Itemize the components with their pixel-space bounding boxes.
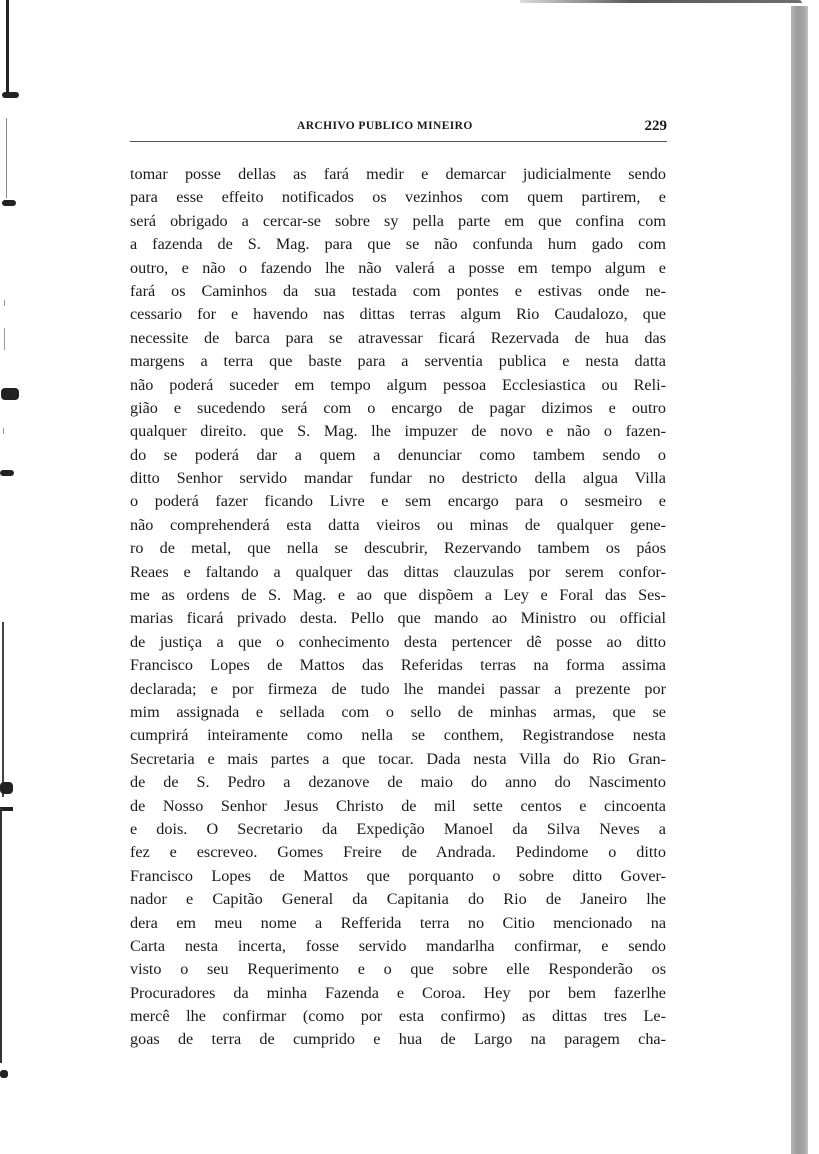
text-line: será obrigado a cercar-se sobre sy pella parte em que confina com (130, 211, 666, 230)
text-line: Reaes e faltando a qualquer das dittas clauzulas por serem confor- (130, 562, 666, 581)
text-line: visto o seu Requerimento e o que sobre elle Responderão os (130, 960, 666, 979)
text-line: Procuradores da minha Fazenda e Coroa. Hey por bem fazerlhe (130, 983, 666, 1002)
header-rule (130, 141, 667, 142)
body-text (130, 163, 666, 1052)
binding-mark (1, 388, 19, 400)
text-line: me as ordens de S. Mag. e ao que dispõem a Ley e Foral das Ses- (130, 586, 666, 605)
text-line: de justiça a que o conhecimento desta pertencer dê posse ao ditto (130, 632, 666, 651)
text-line: cessario for e havendo nas dittas terras algum Rio Caudalozo, que (130, 305, 666, 324)
text-line: mim assignada e sellada com o sello de minhas armas, que se (130, 702, 666, 721)
binding-mark (2, 92, 19, 98)
text-line: ro de metal, que nella se descubrir, Rezervando tambem os páos (130, 539, 666, 558)
text-line: margens a terra que baste para a serventia publica e nesta datta (130, 352, 666, 371)
text-line: de Nosso Senhor Jesus Christo de mil sette centos e cincoenta (130, 796, 666, 815)
text-line: para esse effeito notificados os vezinhos com quem partirem, e (130, 188, 666, 207)
text-line: Francisco Lopes de Mattos das Referidas terras na forma assima (130, 656, 666, 675)
text-line: goas de terra de cumprido e hua de Largo na paragem cha- (130, 1030, 666, 1049)
text-line: fez e escreveo. Gomes Freire de Andrada. Pedindome o ditto (130, 843, 666, 862)
text-line: de de S. Pedro a dezanove de maio do anno do Nascimento (130, 773, 666, 792)
text-line: do se poderá dar a quem a denunciar como tambem sendo o (130, 445, 666, 464)
text-line: Secretaria e mais partes a que tocar. Dada nesta Villa do Rio Gran- (130, 749, 666, 768)
text-line: não poderá suceder em tempo algum pessoa Ecclesiastica ou Reli- (130, 375, 666, 394)
text-line: ditto Senhor servido mandar fundar no destricto della algua Villa (130, 469, 666, 488)
page-number: 229 (644, 118, 667, 134)
running-title: ARCHIVO PUBLICO MINEIRO (297, 120, 473, 132)
binding-mark (0, 470, 14, 476)
text-line: nador e Capitão General da Capitania do Rio de Janeiro lhe (130, 890, 666, 909)
text-line: qualquer direito. que S. Mag. lhe impuzer de novo e não o fazen- (130, 422, 666, 441)
text-line: não comprehenderá esta datta vieiros ou minas de qualquer gene- (130, 515, 666, 534)
binding-mark (2, 622, 4, 797)
text-line: necessite de barca para se atravessar ficará Rezervada de hua das (130, 328, 666, 347)
text-line: Carta nesta incerta, fosse servido mandarlha confirmar, e sendo (130, 936, 666, 955)
text-line: gião e sucedendo será com o encargo de pagar dizimos e outro (130, 398, 666, 417)
text-line: Francisco Lopes de Mattos que porquanto o sobre ditto Gover- (130, 866, 666, 885)
binding-mark (0, 808, 2, 1063)
binding-mark (6, 0, 9, 95)
page-top-edge-shadow (520, 0, 802, 3)
text-line: tomar posse dellas as fará medir e demarcar judicialmente sendo (130, 165, 666, 183)
text-line: declarada; e por firmeza de tudo lhe mandei passar a prezente por (130, 679, 666, 698)
binding-mark (0, 782, 13, 794)
text-line: mercê lhe confirmar (como por esta confirmo) as dittas tres Le- (130, 1007, 666, 1026)
binding-mark (0, 1070, 8, 1078)
binding-mark (2, 200, 16, 206)
text-line: outro, e não o fazendo lhe não valerá a posse em tempo algum e (130, 258, 666, 277)
text-line: cumprirá inteiramente como nella se conthem, Registrandose nesta (130, 726, 666, 745)
running-header (130, 118, 667, 140)
text-line: a fazenda de S. Mag. para que se não confunda hum gado com (130, 235, 666, 254)
binding-mark (4, 328, 5, 350)
text-line: dera em meu nome a Refferida terra no Citio mencionado na (130, 913, 666, 932)
text-line: e dois. O Secretario da Expedição Manoel da Silva Neves a (130, 819, 666, 838)
text-line: fará os Caminhos da sua testada com pontes e estivas onde ne- (130, 281, 666, 300)
text-line: o poderá fazer ficando Livre e sem encargo para o sesmeiro e (130, 492, 666, 511)
page-right-edge-shadow (791, 6, 808, 1154)
binding-mark (4, 300, 5, 306)
text-line: marias ficará privado desta. Pello que mando ao Ministro ou official (130, 609, 666, 628)
binding-mark (6, 118, 7, 198)
binding-mark (3, 428, 4, 434)
